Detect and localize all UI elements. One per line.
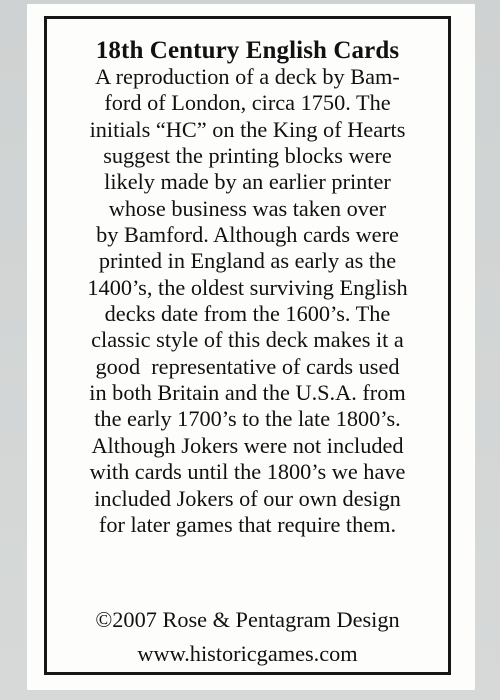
description-line: in both Britain and the U.S.A. from	[89, 380, 406, 406]
description-line: for later games that require them.	[98, 511, 397, 537]
description-line: A reproduction of a deck by Bam-	[95, 64, 400, 89]
description-line: likely made by an earlier printer	[104, 169, 391, 195]
description-line: whose business was taken over	[108, 195, 387, 221]
card-title: 18th Century English Cards	[95, 37, 400, 64]
description-line: Although Jokers were not included	[91, 432, 404, 458]
description-line: ford of London, circa 1750. The	[104, 90, 391, 116]
description-line: included Jokers of our own design	[94, 485, 401, 511]
website-url: www.historicgames.com	[137, 641, 358, 666]
card-panel	[27, 4, 475, 690]
description-line: 1400’s, the oldest surviving English	[87, 274, 408, 300]
description-line: the early 1700’s to the late 1800’s.	[94, 406, 401, 432]
description-line: good representative of cards used	[95, 353, 400, 379]
description-line: classic style of this deck makes it a	[91, 327, 404, 353]
description-line: by Bamford. Although cards were	[96, 222, 399, 248]
description-line: suggest the printing blocks were	[103, 143, 392, 169]
description-line: initials “HC” on the King of Hearts	[89, 116, 406, 142]
description-line: with cards until the 1800’s we have	[89, 459, 406, 485]
card-border	[44, 16, 451, 675]
card-description	[47, 64, 448, 538]
card-footer	[47, 603, 448, 671]
description-line: printed in England as early as the	[98, 248, 397, 274]
description-line: decks date from the 1600’s. The	[104, 301, 391, 327]
copyright-notice: ©2007 Rose & Pentagram Design	[95, 607, 400, 632]
